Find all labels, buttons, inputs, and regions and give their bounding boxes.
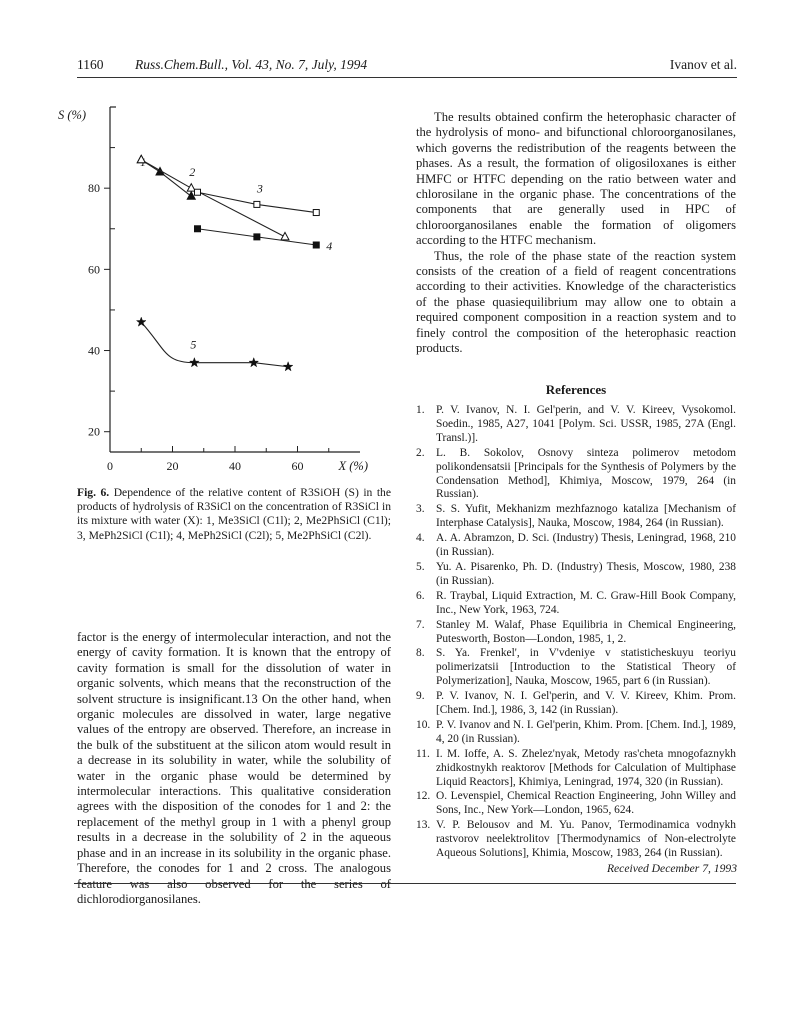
series-line [141,160,285,237]
series-3 [195,181,320,215]
caption-label: Fig. 6. [77,486,110,499]
reference-text: L. B. Sokolov, Osnovy sinteza polimerov metodom polikondensatsii [Principals for the Synthesis of Polymers by the Condensation Method], Khimiya, Moscow, 1979, 264 (in Russian). [436,446,736,501]
x-tick-label: 0 [107,459,113,473]
reference-text: S. S. Yufit, Mekhanizm mezhfaznogo kataliza [Mechanism of Interphase Catalysis], Nauka, Moscow, 1984, 264 (in Russian). [436,503,736,530]
x-axis-label: X (%) [338,459,368,473]
reference-item [416,404,736,446]
body-paragraph-1: The results obtained confirm the heterophasic character of the hydrolysis of mono- and bifunctional chloroorganosilanes, which governs the redistribution of the reagents between the phases. As a result, the formation of oligosiloxanes is either HMFC or HTFC depending on the ratio between water and chlorosilane in the organic phase. The concentrations of the components that are generally used in HPC of chloroorganosilanes enable the formation of oligomers according to the HTFC mechanism. [416,110,736,248]
figure-caption [77,486,391,543]
reference-text: Yu. A. Pisarenko, Ph. D. (Industry) Thesis, Moscow, 1980, 238 (in Russian). [436,560,736,587]
page-number: 1160 [77,57,104,72]
series-label: 2 [189,165,196,180]
reference-number: 2. [416,446,425,459]
reference-number: 13. [416,819,431,832]
reference-item [416,447,736,503]
running-header [77,57,737,78]
reference-text: S. Ya. Frenkel', in V'vdeniye v statisticheskuyu teoriyu polimerizatsii [Introduction to the Statistical Theory of Polymerization], Nauka, Moscow, 1965, part 6 (in Russian). [436,647,736,688]
reference-item [416,719,736,747]
reference-item [416,748,736,790]
y-tick-label: 40 [88,343,100,358]
series-line [141,160,191,197]
right-column-text [416,110,736,357]
series-line [141,322,288,367]
reference-item [416,590,736,618]
references-heading: References [545,382,607,397]
caption-text: Dependence of the relative content of R3SiOH (S) in the products of hydrolysis of R3SiCl on the concentration of R3SiCl in its mixture with water (X): 1, Me3SiCl (C1l); 2, Me2PhSiCl (C1l); 3, MePh2SiCl (C1l); 4, MePh2SiCl (C2l); 5, Me2PhSiCl (C2l). [77,486,392,542]
reference-number: 7. [416,618,425,631]
y-tick-label: 60 [88,262,100,277]
x-tick-label: 60 [291,459,304,473]
reference-number: 11. [416,747,430,760]
data-point [313,210,319,216]
reference-number: 3. [416,503,425,516]
data-point [283,362,293,371]
series-1 [137,155,195,199]
reference-number: 12. [416,790,431,803]
body-paragraph: factor is the energy of intermolecular interaction, and not the energy of cavity formation. It is known that the entropy of cavity formation is small for the dissolution of water in organic solvents, which means that the reconstruction of the solvent structure is insignificant.13 On the other hand, when organic molecules are dissolved in water, large negative values of the entropy are observed. Therefore, an increase in the bulk of the substituent at the silicon atom would result in a decrease in its solubility in water, while the solubility of water in the organic phase would be determined by intermolecular interactions. This qualitative consideration agrees with the disposition of the conodes for 1 and 2: the replacement of the methyl group in 1 with a phenyl group results in a decrease in the solubility of 2 in the aqueous phase and in an increase in its solubility in the organic phase. Therefore, the conodes for 1 and 2 cross. The analogous feature was also observed for the series of dichlorodiorganosilanes. [77,630,391,906]
x-tick-label: 40 [229,459,241,473]
reference-text: P. V. Ivanov, N. I. Gel'perin, and V. V. Kireev, Vysokomol. Soedin., 1985, A27, 1041 [Polym. Sci. USSR, 1985, 27A (Engl. Transl.)]. [436,404,736,444]
series-label: 3 [256,181,263,196]
y-tick-label: 80 [88,181,100,196]
reference-text: R. Traybal, Liquid Extraction, M. C. Graw-Hill Book Company, Inc., New York, 1963, 724. [436,589,736,616]
y-tick-label: 20 [88,424,100,439]
reference-number: 5. [416,560,425,573]
reference-item [416,561,736,589]
reference-number: 4. [416,532,425,545]
reference-text: P. V. Ivanov and N. I. Gel'perin, Khim. Prom. [Chem. Ind.], 1989, 4, 20 (in Russian). [436,718,736,745]
data-point [195,226,201,232]
reference-text: A. A. Abramzon, D. Sci. (Industry) Thesis, Leningrad, 1968, 210 (in Russian). [436,532,736,559]
body-paragraph-2: Thus, the role of the phase state of the reaction system consists of the creation of a field of reagent concentrations according to their activities. Knowledge of the characteristics of the phase quasiequilibrium may allow one to obtain a required component composition in a reaction system and to finely control the composition of the heterophasic reaction products. [416,248,736,356]
series-label: 5 [190,337,197,352]
received-date: Received December 7, 1993 [606,862,737,875]
reference-item [416,790,736,818]
reference-text: I. M. Ioffe, A. S. Zhelez'nyak, Metody ras'cheta mnogofaznykh zhidkostnykh reaktorov [Methods for Calculation of Multiphase Liquid Reactors], Khimiya, Leningrad, 1974, 320 (in Russian). [436,747,736,788]
data-point [281,232,289,240]
bottom-rule [74,883,736,884]
reference-item [416,532,736,560]
reference-text: O. Levenspiel, Chemical Reaction Engineering, John Willey and Sons, Inc., New York—London, 1965, 624. [436,790,736,817]
reference-number: 8. [416,647,425,660]
data-point [254,201,260,207]
series-5 [136,317,292,371]
x-tick-label: 20 [166,459,179,473]
reference-number: 10. [416,718,431,731]
series-4 [195,226,333,253]
figure-6-chart [50,95,380,480]
reference-item [416,690,736,718]
reference-item [416,819,736,861]
data-point [136,317,146,326]
data-point [249,358,259,367]
data-point [254,234,260,240]
y-axis-label: S (%) [57,108,87,122]
journal-citation: Russ.Chem.Bull., Vol. 43, No. 7, July, 1994 [135,57,368,72]
reference-number: 6. [416,589,425,602]
reference-number: 9. [416,690,425,703]
reference-item [416,647,736,689]
reference-list [416,404,736,862]
reference-text: Stanley M. Walaf, Phase Equilibria in Chemical Engineering, Putesworth, Boston—London, 1985, 1, 2. [436,618,736,645]
reference-number: 1. [416,404,425,416]
reference-text: P. V. Ivanov, N. I. Gel'perin, and V. V. Kireev, Khim. Prom. [Chem. Ind.], 1986, 3, 142 (in Russian). [436,690,736,717]
data-point [313,242,319,248]
series-label: 4 [326,239,333,253]
reference-text: V. P. Belousov and M. Yu. Panov, Termodinamica vodnykh rastvorov neelektrolitov [Thermodynamics of Non-electrolyte Aqueous Solutions], Khimia, Moscow, 1983, 264 (in Russian). [436,819,736,860]
running-author: Ivanov et al. [669,57,737,72]
left-column-text [77,630,391,907]
data-point [195,189,201,195]
reference-item [416,503,736,531]
data-point [190,358,200,367]
reference-item [416,619,736,647]
